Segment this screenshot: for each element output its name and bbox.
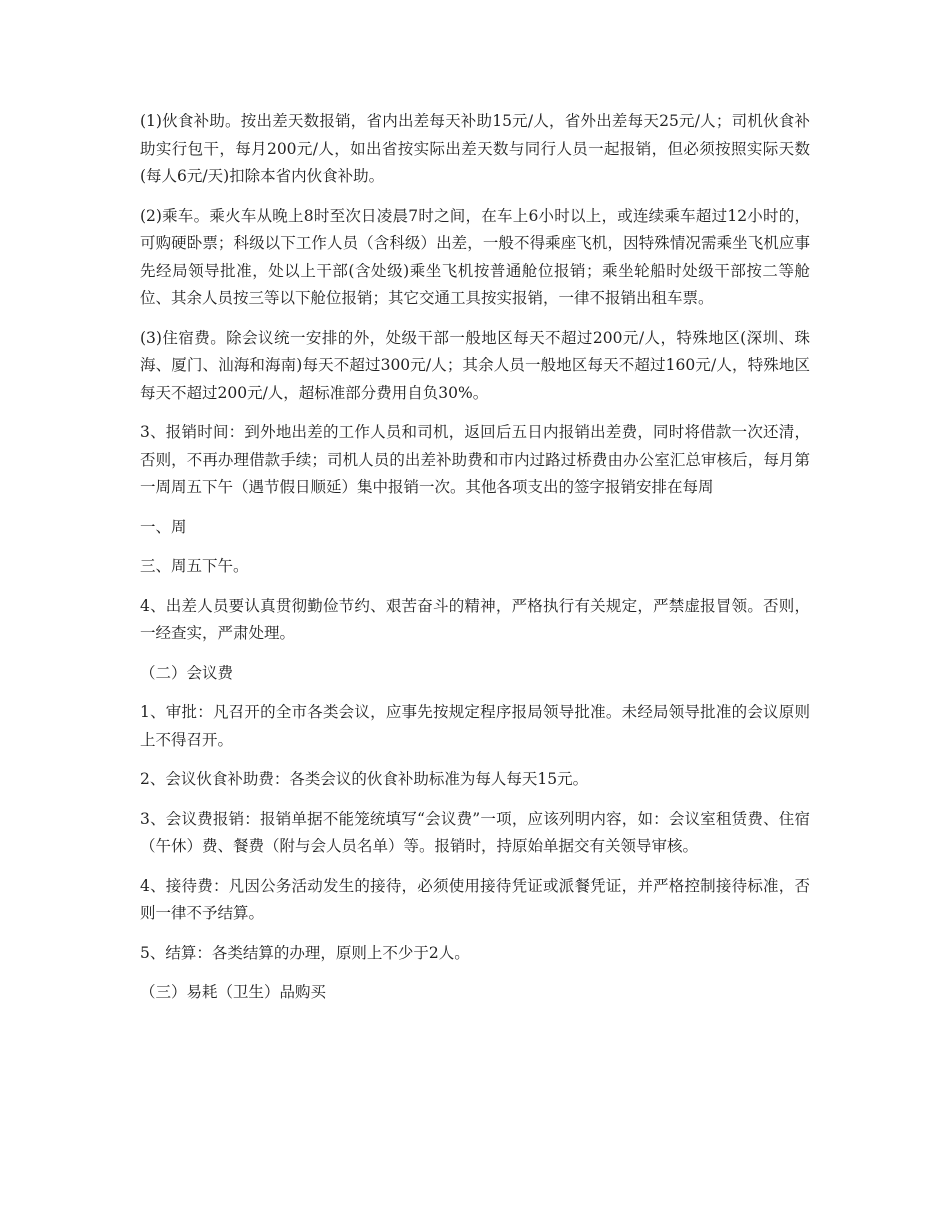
paragraph-meal-allowance: (1)伙食补助。按出差天数报销，省内出差每天补助15元/人，省外出差每天25元/人；司机伙食补助实行包干，每月200元/人，如出省按实际出差天数与同行人员一起报销，但必须按照实际天数(每人6元/天)扣除本省内伙食补助。: [140, 112, 810, 185]
paragraph-weekday-2: 三、周五下午。: [140, 557, 249, 575]
paragraph-meeting-meal-allowance: 2、会议伙食补助费：各类会议的伙食补助标准为每人每天15元。: [140, 770, 589, 788]
paragraph-reimbursement-time: 3、报销时间：到外地出差的工作人员和司机，返回后五日内报销出差费，同时将借款一次还清，否则，不再办理借款手续；司机人员的出差补助费和市内过路过桥费由办公室汇总审核后，每月第一周周五下午（遇节假日顺延）集中报销一次。其他各项支出的签字报销安排在每周: [140, 423, 810, 496]
paragraph-accommodation: (3)住宿费。除会议统一安排的外，处级干部一般地区每天不超过200元/人，特殊地区(深圳、珠海、厦门、汕海和海南)每天不超过300元/人；其余人员一般地区每天不超过160元/人，特殊地区每天不超过200元/人，超标准部分费用自负30%。: [140, 328, 810, 402]
section-heading-meeting-fees: （二）会议费: [140, 663, 234, 682]
section-heading-consumables: （三）易耗（卫生）品购买: [140, 983, 327, 1001]
paragraph-hospitality: 4、接待费：凡因公务活动发生的接待，必须使用接待凭证或派餐凭证，并严格控制接待标准，否则一律不予结算。: [140, 876, 810, 922]
paragraph-transport: (2)乘车。乘火车从晚上8时至次日凌晨7时之间，在车上6小时以上，或连续乘车超过12小时的，可购硬卧票；科级以下工作人员（含科级）出差，一般不得乘座飞机，因特殊情况需乘坐飞机应事先经局领导批准，处以上干部(含处级)乘坐飞机按普通舱位报销；乘坐轮船时处级干部按二等舱位、其余人员按三等以下舱位报销；其它交通工具按实报销，一律不报销出租车票。: [140, 206, 810, 307]
paragraph-settlement: 5、结算：各类结算的办理，原则上不少于2人。: [140, 943, 470, 962]
paragraph-frugality: 4、出差人员要认真贯彻勤俭节约、艰苦奋斗的精神，严格执行有关规定，严禁虚报冒领。否则，一经查实，严肃处理。: [140, 596, 810, 642]
paragraph-meeting-reimbursement: 3、会议费报销：报销单据不能笼统填写“会议费”一项，应该列明内容，如：会议室租赁费、住宿（午休）费、餐费（附与会人员名单）等。报销时，持原始单据交有关领导审核。: [140, 809, 810, 855]
document-body: [140, 108, 810, 1019]
paragraph-weekday-1: 一、周: [140, 517, 187, 536]
paragraph-meeting-approval: 1、审批：凡召开的全市各类会议，应事先按规定程序报局领导批准。未经局领导批准的会议原则上不得召开。: [140, 703, 810, 749]
